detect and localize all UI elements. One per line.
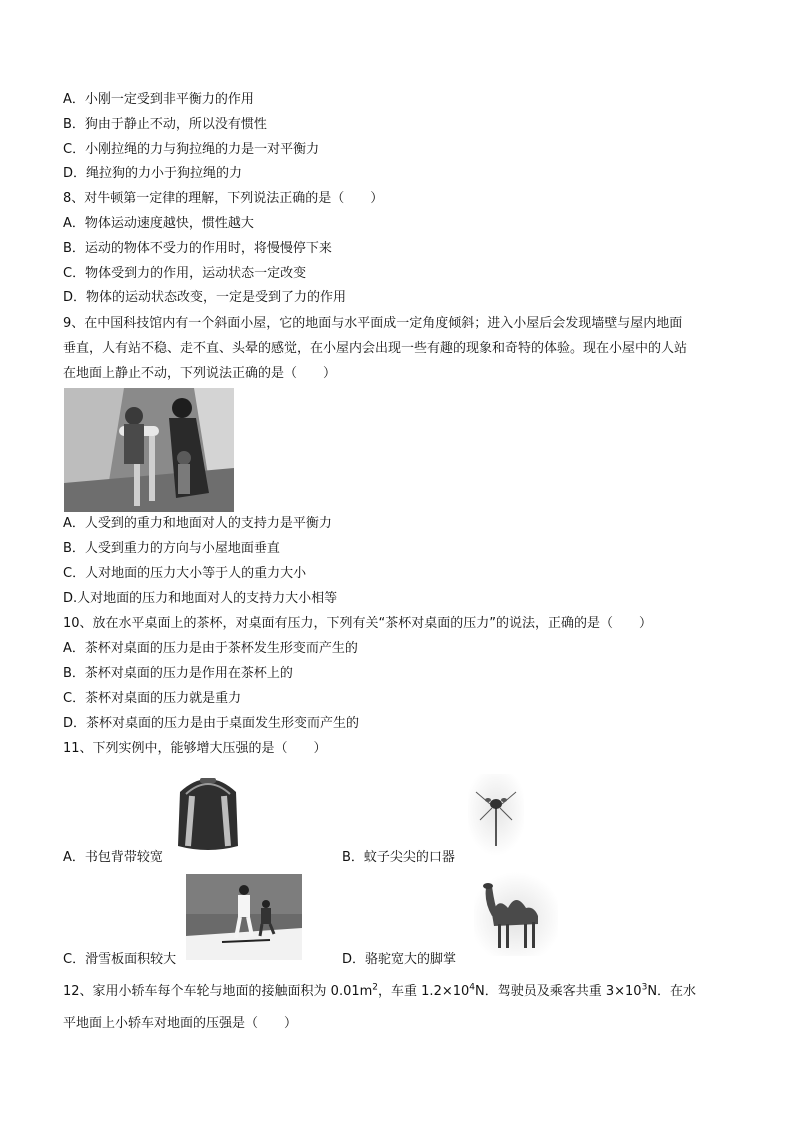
q8-option-b: B．运动的物体不受力的作用时，将慢慢停下来 [63,241,332,256]
q7-option-d: D．绳拉狗的力小于狗拉绳的力 [63,166,243,181]
q9-stem-line1: 9、在中国科技馆内有一个斜面小屋，它的地面与水平面成一定角度倾斜；进入小屋后会发现墙壁与屋内地面 [63,316,683,331]
q12-exponent-passengers: 3 [641,982,648,993]
backpack-image [172,772,244,854]
q7-option-a: A．小刚一定受到非平衡力的作用 [63,92,254,107]
q12-exponent-weight: 4 [469,982,476,993]
q12-stem-line1 [63,984,696,1000]
q12-text-c: N．驾驶员及乘客共重 3×10 [475,984,642,999]
q8-option-a: A．物体运动速度越快，惯性越大 [63,216,254,231]
q12-text-a: 12、家用小轿车每个车轮与地面的接触面积为 0.01m [63,984,373,999]
q11-option-d: D．骆驼宽大的脚掌 [342,952,457,967]
q11-option-c: C．滑雪板面积较大 [63,952,177,967]
q9-option-a: A．人受到的重力和地面对人的支持力是平衡力 [63,516,332,531]
q12-exponent-area: 2 [372,982,379,993]
q8-option-c: C．物体受到力的作用，运动状态一定改变 [63,266,307,281]
q12-stem-line2: 平地面上小轿车对地面的压强是（ ） [63,1016,298,1031]
q11-option-a: A．书包背带较宽 [63,850,163,865]
q12-text-b: ，车重 1.2×10 [378,984,470,999]
q10-option-b: B．茶杯对桌面的压力是作用在茶杯上的 [63,666,293,681]
q7-option-c: C．小刚拉绳的力与狗拉绳的力是一对平衡力 [63,142,320,157]
q10-option-c: C．茶杯对桌面的压力就是重力 [63,691,242,706]
q11-stem: 11、下列实例中，能够增大压强的是（ ） [63,741,327,756]
mosquito-image [468,774,524,856]
skiers-image [186,874,302,960]
q10-option-a: A．茶杯对桌面的压力是由于茶杯发生形变而产生的 [63,641,358,656]
q10-stem: 10、放在水平桌面上的茶杯，对桌面有压力，下列有关“茶杯对桌面的压力”的说法，正确的是（ ） [63,616,653,631]
q9-option-b: B．人受到重力的方向与小屋地面垂直 [63,541,280,556]
q8-stem: 8、对牛顿第一定律的理解，下列说法正确的是（ ） [63,191,384,206]
q9-stem-line2: 垂直，人有站不稳、走不直、头晕的感觉，在小屋内会出现一些有趣的现象和奇特的体验。现在小屋中的人站 [63,341,688,356]
q9-option-c: C．人对地面的压力大小等于人的重力大小 [63,566,307,581]
q12-text-d: N．在水 [647,984,697,999]
camel-image [474,872,558,956]
q9-stem-line3: 在地面上静止不动，下列说法正确的是（ ） [63,366,337,381]
q11-option-b: B．蚊子尖尖的口器 [342,850,455,865]
tilted-room-photo [64,388,234,512]
q8-option-d: D．物体的运动状态改变，一定是受到了力的作用 [63,290,347,305]
q7-option-b: B．狗由于静止不动，所以没有惯性 [63,117,267,132]
q10-option-d: D．茶杯对桌面的压力是由于桌面发生形变而产生的 [63,716,360,731]
q9-option-d: D.人对地面的压力和地面对人的支持力大小相等 [63,591,338,606]
